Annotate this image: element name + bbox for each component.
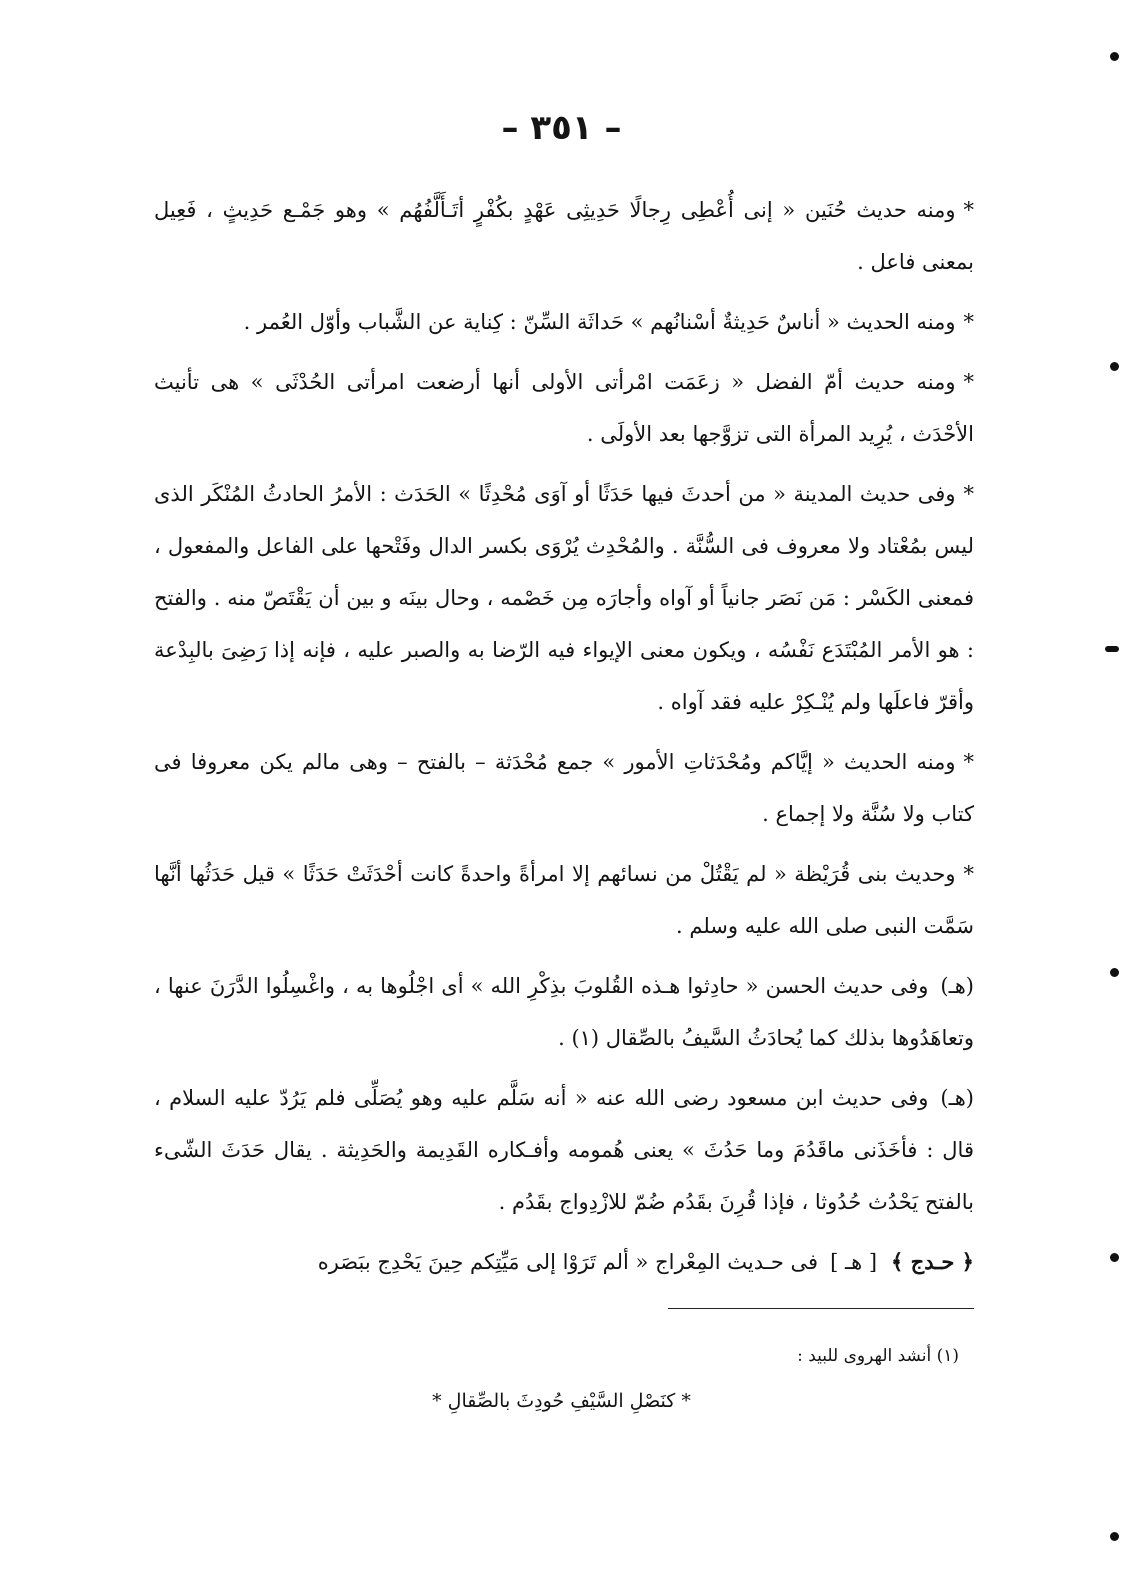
asterisk-marker: * <box>963 750 974 774</box>
paragraph-text: ومنه حديث حُنَين « إنى أُعْطِى رِجالًا حَدِيثِى عَهْدٍ بكُفْرٍ أتَـأَلَّفُهُم » وهو جَمْـع حَدِيثٍ ، فَعِيل بمعنى فاعل . <box>154 198 974 274</box>
edge-dash <box>1105 646 1119 652</box>
asterisk-marker: * <box>963 862 974 886</box>
paragraph <box>154 736 974 840</box>
paragraph <box>154 1072 974 1228</box>
paragraph <box>154 184 974 288</box>
paragraph <box>154 296 974 348</box>
paragraph-text: ومنه الحديث « أناسٌ حَدِيثةٌ أسْنانُهم » حَداثَة السِّنّ : كِناية عن الشَّباب وأوّل العُمر . <box>243 310 956 334</box>
paragraph-text: ومنه حديث أمّ الفضل « زعَمَت امْرأتى الأولى أنها أرضعت امرأتى الحُدْثَى » هى تأنيث الأحْدَث ، يُرِيد المرأة التى تزوَّجها بعد الأولَى . <box>154 370 974 446</box>
paragraph-text: وفى حديث المدينة « من أحدثَ فيها حَدَثًا أو آوَى مُحْدِثًا » الحَدَث : الأمرُ الحادثُ المُنْكَر الذى ليس بمُعْتاد ولا معروف فى السُّنَّة . والمُحْدِث يُرْوَى بكسر الدال وفَتْحها على الفاعل والمفعول ، فمعنى الكَسْر : مَن نَصَر جانياً أو آواه وأجارَه مِن خَصْمه ، وحال بينَه و بين أن يَقْتَصّ منه . والفتح : هو الأمر المُبْتَدَع نَفْسُه ، ويكون معنى الإيواء فيه الرّضا به والصبر عليه ، فإنه إذا رَضِىَ بالبِدْعة وأقرّ فاعلَها ولم يُنْـكِرْ عليه فقد آواه . <box>154 482 974 714</box>
edge-dot <box>1110 1532 1119 1541</box>
main-text <box>154 184 974 1296</box>
paragraph-text: فى حـديث المِعْراج « ألم تَرَوْا إلى مَيِّتِكم حِينَ يَحْدِج ببَصَره <box>317 1250 819 1274</box>
paragraph <box>154 468 974 728</box>
asterisk-marker: * <box>963 198 974 222</box>
asterisk-marker: * <box>963 482 974 506</box>
paragraph-text: وفى حديث ابن مسعود رضى الله عنه « أنه سَلَّم عليه وهو يُصَلِّى فلم يَرُدّ عليه السلام ، قال : فأخَذَنى ماقَدُمَ وما حَدُثَ » يعنى هُمومه وأفـكاره القَدِيمة والحَدِيثة . يقال حَدَثَ الشّىء بالفتح يَحْدُث حُدُوثا ، فإذا قُرِنَ بقَدُم ضُمّ للازْدِواج بقَدُم . <box>154 1086 974 1214</box>
entry-heading: ﴿ حـدج ﴾ <box>891 1249 974 1274</box>
footnote-divider <box>668 1308 974 1309</box>
asterisk-marker: * <box>963 310 974 334</box>
page-number: – ٣٥١ – <box>501 108 622 148</box>
paragraph <box>154 1236 974 1288</box>
paragraph-text: ومنه الحديث « إيَّاكم ومُحْدَثاتِ الأمور » جمع مُحْدَثة – بالفتح – وهى مالم يكن معروفا فى كتاب ولا سُنَّة ولا إجماع . <box>154 750 974 826</box>
edge-dot <box>1110 362 1119 371</box>
edge-dot <box>1110 52 1119 61</box>
source-label: (هـ) <box>940 1086 974 1110</box>
paragraph-text: وحديث بنى قُرَيْظة « لم يَقْتُلْ من نسائهم إلا امرأةً واحدةً كانت أحْدَثَتْ حَدَثًا » قيل حَدَثُها أنَّها سَمَّت النبى صلى الله عليه وسلم . <box>154 862 974 938</box>
edge-dot <box>1110 1253 1119 1262</box>
source-label: (هـ) <box>940 974 974 998</box>
paragraph <box>154 848 974 952</box>
paragraph <box>154 356 974 460</box>
footnote-label: (١) أنشد الهروى للبيد : <box>797 1346 959 1366</box>
footnote-verse: * كنَصْلِ السَّيْفِ حُودِثَ بالصِّقالِ * <box>432 1390 691 1412</box>
edge-dot <box>1110 968 1119 977</box>
asterisk-marker: * <box>963 370 974 394</box>
paragraph-text: وفى حديث الحسن « حادِثوا هـذه القُلوبَ بذِكْرِ الله » أى اجْلُوها به ، واغْسِلُوا الدَّرَنَ عنها ، وتعاهَدُوها بذلك كما يُحادَثُ السَّيفُ بالصِّقال (١) . <box>154 974 974 1050</box>
paragraph <box>154 960 974 1064</box>
source-label: [ هـ ] <box>830 1250 878 1274</box>
